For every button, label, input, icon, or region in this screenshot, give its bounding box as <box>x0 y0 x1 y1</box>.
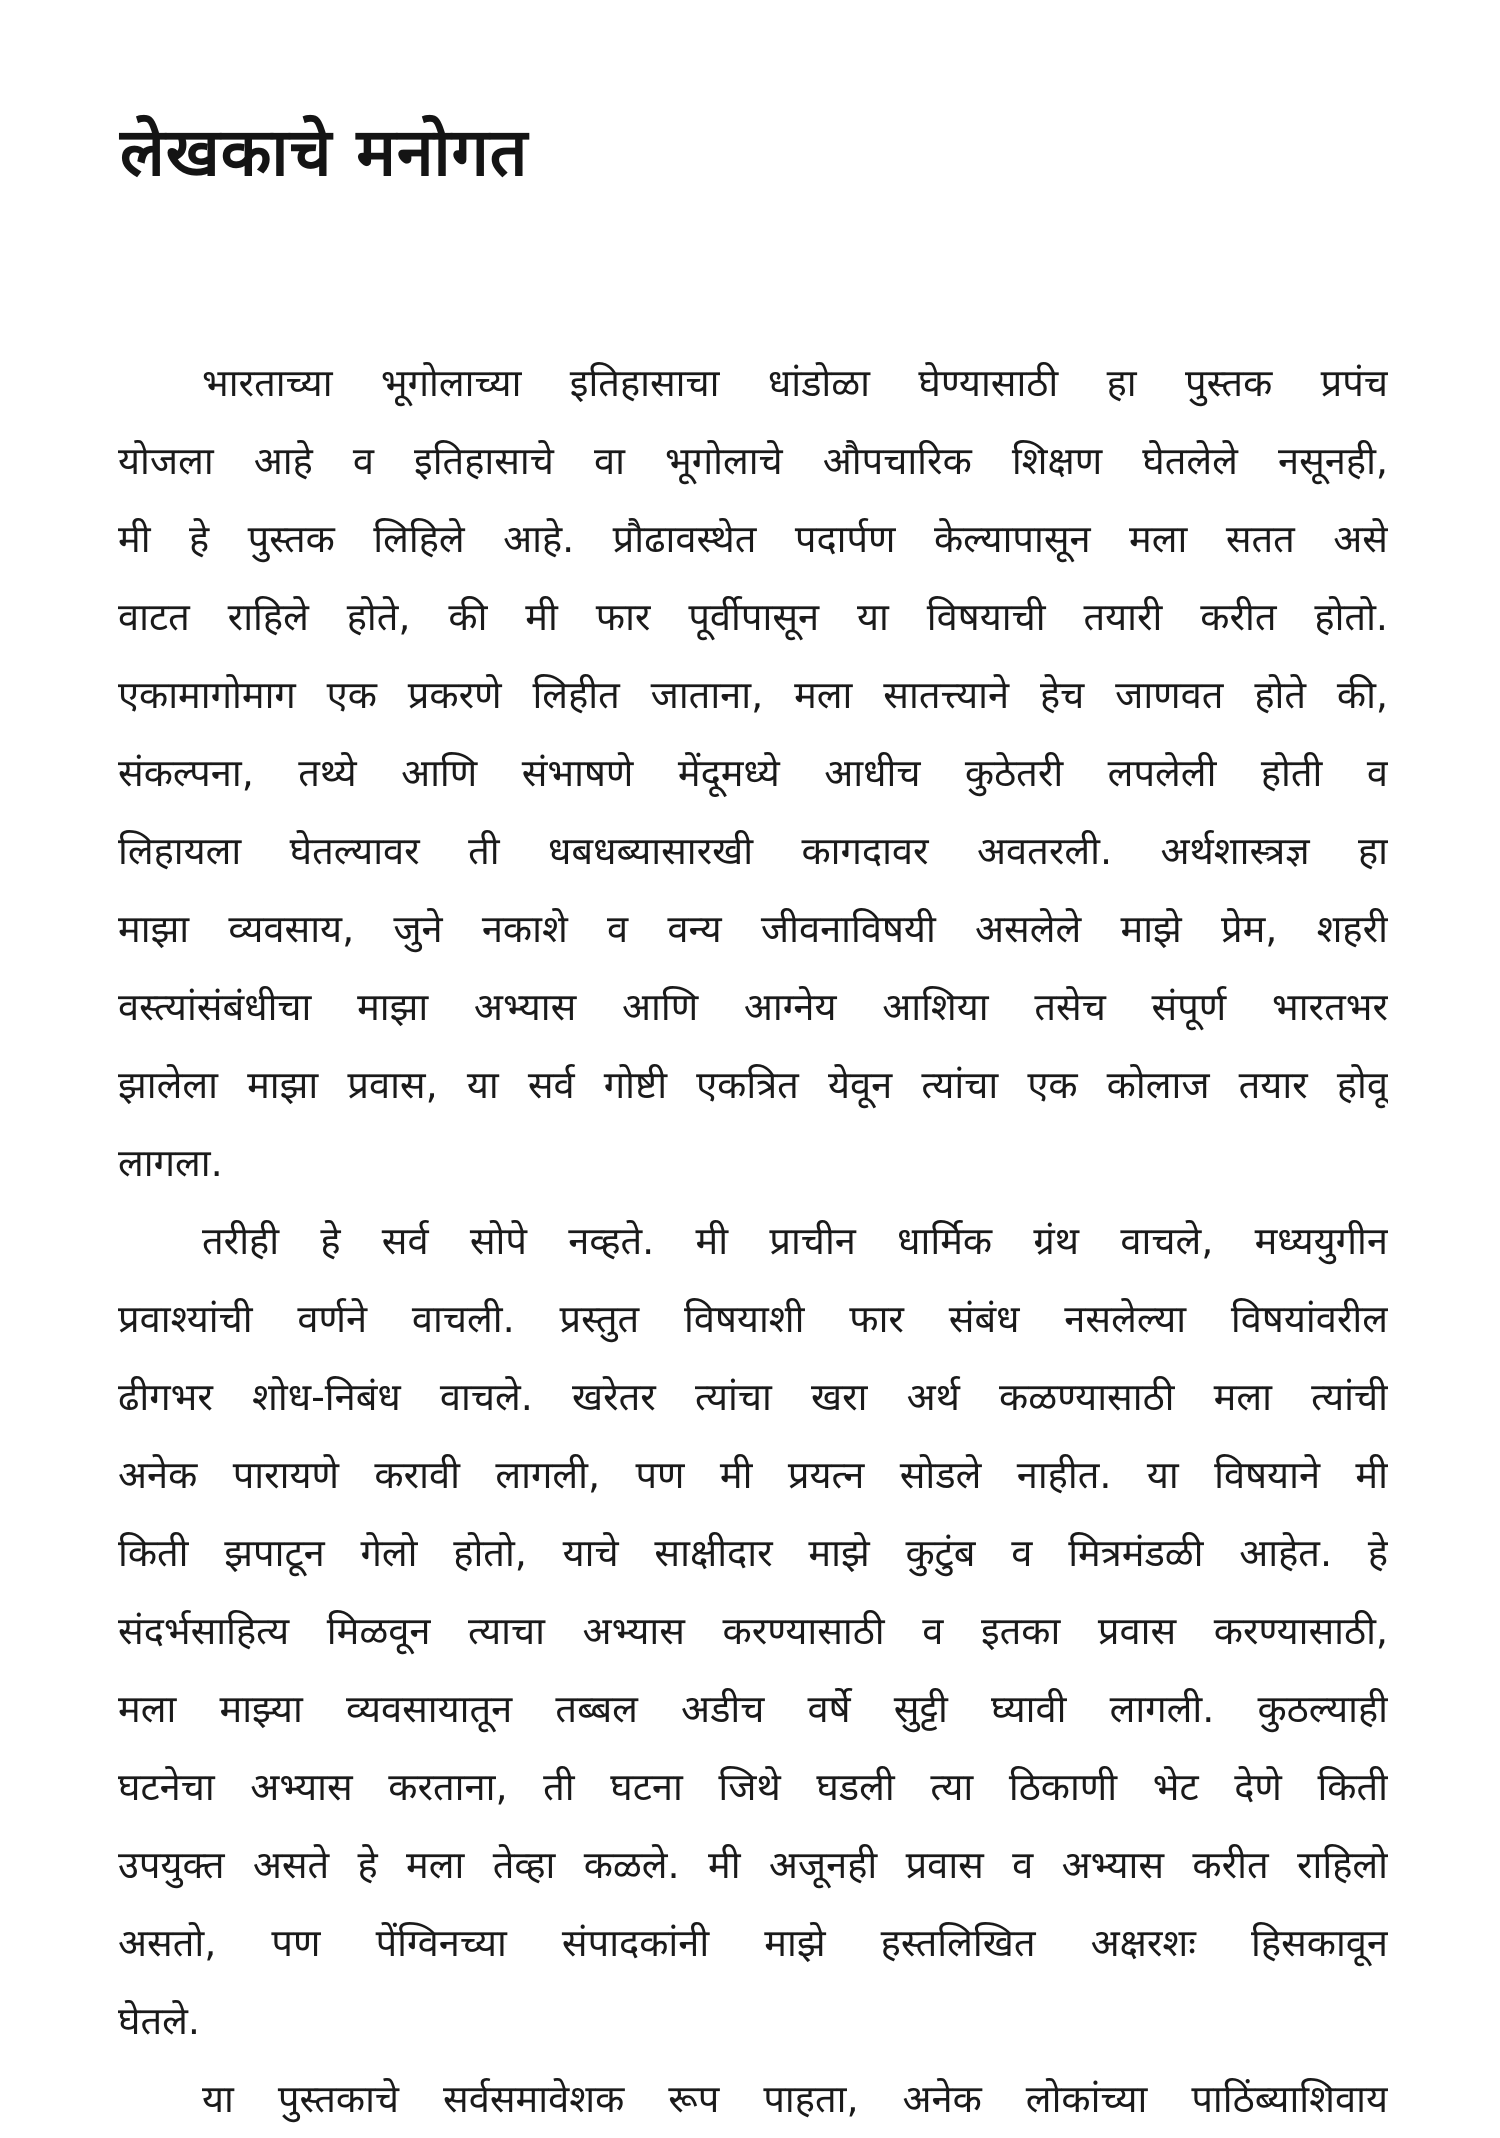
paragraph-line: प्रवाश्यांची वर्णने वाचली. प्रस्तुत विषयाशी फार संबंध नसलेल्या विषयांवरील <box>118 1297 1388 1341</box>
paragraph-line: संकल्पना, तथ्ये आणि संभाषणे मेंदूमध्ये आधीच कुठेतरी लपलेली होती व <box>118 751 1388 795</box>
paragraph-line: योजला आहे व इतिहासाचे वा भूगोलाचे औपचारिक शिक्षण घेतलेले नसूनही, <box>118 439 1388 483</box>
paragraph-line: घेतले. <box>118 1999 200 2043</box>
page-title: लेखकाचे मनोगत <box>120 114 529 191</box>
paragraph-line: माझा व्यवसाय, जुने नकाशे व वन्य जीवनाविषयी असलेले माझे प्रेम, शहरी <box>118 907 1388 951</box>
paragraph-line: झालेला माझा प्रवास, या सर्व गोष्टी एकत्रित येवून त्यांचा एक कोलाज तयार होवू <box>118 1063 1388 1107</box>
paragraph-1 <box>118 344 1388 1202</box>
paragraph-line: संदर्भसाहित्य मिळवून त्याचा अभ्यास करण्यासाठी व इतका प्रवास करण्यासाठी, <box>118 1609 1388 1653</box>
paragraph-line: लिहायला घेतल्यावर ती धबधब्यासारखी कागदावर अवतरली. अर्थशास्त्रज्ञ हा <box>118 829 1388 873</box>
paragraph-line: वाटत राहिले होते, की मी फार पूर्वीपासून या विषयाची तयारी करीत होतो. <box>118 595 1388 639</box>
paragraph-line: किती झपाटून गेलो होतो, याचे साक्षीदार माझे कुटुंब व मित्रमंडळी आहेत. हे <box>118 1531 1388 1575</box>
body-text <box>118 344 1388 2138</box>
paragraph-2 <box>118 1202 1388 2060</box>
paragraph-line: या पुस्तकाचे सर्वसमावेशक रूप पाहता, अनेक लोकांच्या पाठिंब्याशिवाय <box>202 2077 1388 2121</box>
paragraph-line: घटनेचा अभ्यास करताना, ती घटना जिथे घडली त्या ठिकाणी भेट देणे किती <box>118 1765 1388 1809</box>
paragraph-line: लागला. <box>118 1141 223 1185</box>
paragraph-line: भारताच्या भूगोलाच्या इतिहासाचा धांडोळा घेण्यासाठी हा पुस्तक प्रपंच <box>202 361 1388 405</box>
paragraph-3 <box>118 2060 1388 2138</box>
paragraph-line: असतो, पण पेंग्विनच्या संपादकांनी माझे हस्तलिखित अक्षरशः हिसकावून <box>118 1921 1388 1965</box>
paragraph-line: वस्त्यांसंबंधीचा माझा अभ्यास आणि आग्नेय आशिया तसेच संपूर्ण भारतभर <box>118 985 1388 1029</box>
paragraph-line: एकामागोमाग एक प्रकरणे लिहीत जाताना, मला सातत्त्याने हेच जाणवत होते की, <box>118 673 1388 717</box>
paragraph-line: अनेक पारायणे करावी लागली, पण मी प्रयत्न सोडले नाहीत. या विषयाने मी <box>118 1453 1388 1497</box>
paragraph-line: तरीही हे सर्व सोपे नव्हते. मी प्राचीन धार्मिक ग्रंथ वाचले, मध्ययुगीन <box>202 1219 1388 1263</box>
paragraph-line: मला माझ्या व्यवसायातून तब्बल अडीच वर्षे सुट्टी घ्यावी लागली. कुठल्याही <box>118 1687 1388 1731</box>
paragraph-line: उपयुक्त असते हे मला तेव्हा कळले. मी अजूनही प्रवास व अभ्यास करीत राहिलो <box>118 1843 1388 1887</box>
paragraph-line: ढीगभर शोध-निबंध वाचले. खरेतर त्यांचा खरा अर्थ कळण्यासाठी मला त्यांची <box>118 1375 1388 1419</box>
paragraph-line: मी हे पुस्तक लिहिले आहे. प्रौढावस्थेत पदार्पण केल्यापासून मला सतत असे <box>118 517 1388 561</box>
